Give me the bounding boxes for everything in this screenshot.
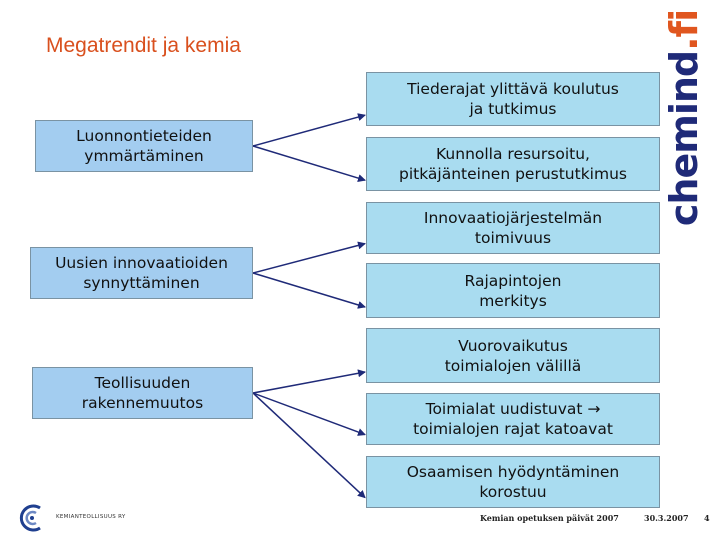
slide-title: Megatrendit ja kemia bbox=[46, 34, 241, 57]
right-box-interaction: Vuorovaikutus toimialojen välillä bbox=[366, 328, 660, 383]
arrow-0-to-1 bbox=[253, 146, 365, 180]
kemianteollisuus-logo-icon bbox=[14, 500, 50, 540]
arrow-2-to-4 bbox=[253, 372, 365, 393]
right-box-interfaces: Rajapintojen merkitys bbox=[366, 263, 660, 318]
arrow-2-to-6 bbox=[253, 393, 365, 498]
right-box-interdisciplinary: Tiederajat ylittävä koulutus ja tutkimus bbox=[366, 72, 660, 126]
page-number: 4 bbox=[704, 513, 710, 523]
right-box-know-how: Osaamisen hyödyntäminen korostuu bbox=[366, 456, 660, 508]
footer-date: 30.3.2007 bbox=[644, 513, 689, 523]
arrow-0-to-0 bbox=[253, 115, 365, 146]
right-box-industries-renew: Toimialat uudistuvat → toimialojen rajat katoavat bbox=[366, 393, 660, 445]
footer-event: Kemian opetuksen päivät 2007 bbox=[480, 513, 619, 523]
left-box-natural-sciences: Luonnontieteiden ymmärtäminen bbox=[35, 120, 253, 172]
arrow-1-to-3 bbox=[253, 273, 365, 307]
brand-main-text: chemind bbox=[662, 50, 706, 227]
arrow-2-to-5 bbox=[253, 393, 365, 435]
left-box-industry-change: Teollisuuden rakennemuutos bbox=[32, 367, 253, 419]
right-box-innovation-system: Innovaatiojärjestelmän toimivuus bbox=[366, 202, 660, 254]
footer-organization: KEMIANTEOLLISUUS RY bbox=[56, 514, 126, 520]
left-box-innovations: Uusien innovaatioiden synnyttäminen bbox=[30, 247, 253, 299]
arrow-1-to-2 bbox=[253, 244, 365, 273]
right-box-basic-research: Kunnolla resursoitu, pitkäjänteinen perustutkimus bbox=[366, 137, 660, 191]
brand-accent-text: .fi bbox=[662, 9, 706, 51]
